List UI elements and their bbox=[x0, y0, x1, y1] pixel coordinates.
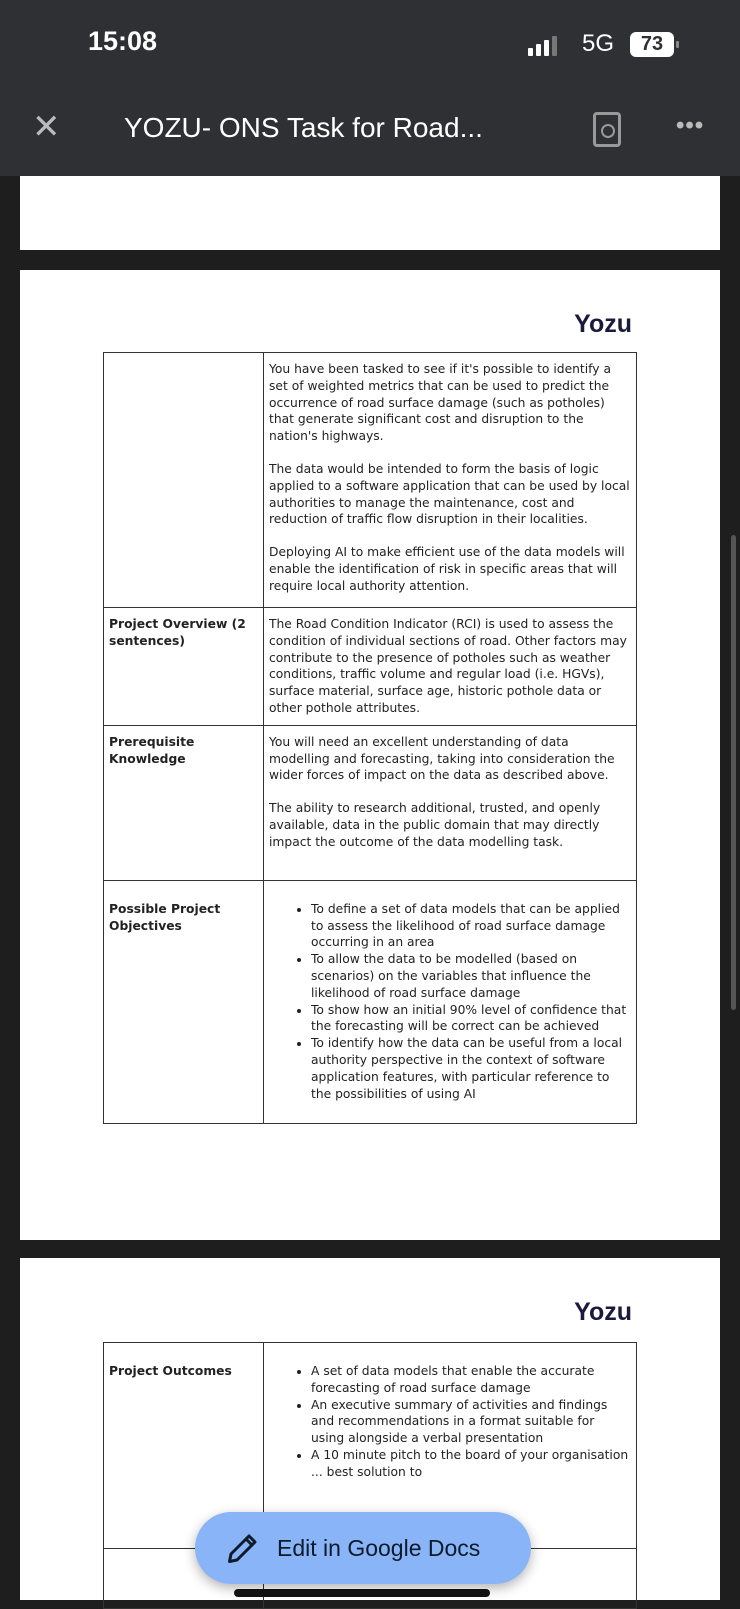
table-row bbox=[104, 353, 637, 608]
row-label: Prerequisite Knowledge bbox=[104, 725, 264, 880]
list-item: • A set of data models that enable the accurate forecasting of road surface damage bbox=[311, 1363, 631, 1397]
row-text: The ability to research additional, trusted, and openly available, data in the public domain that may directly impact the outcome of the data modelling task. bbox=[269, 801, 601, 849]
document-title: YOZU- ONS Task for Road... bbox=[124, 112, 483, 143]
document-search-icon[interactable] bbox=[593, 112, 621, 147]
row-text: You will need an excellent understanding of data modelling and forecasting, taking into consideration the wider forces of impact on the data as described above. bbox=[269, 734, 615, 783]
close-icon[interactable]: ✕ bbox=[32, 108, 61, 146]
list-item: • To allow the data to be modelled (based on scenarios) on the variables that influence the likelihood of road surface damage bbox=[311, 951, 631, 1001]
battery-icon: 73 bbox=[630, 32, 674, 57]
row-text: The data would be intended to form the basis of logic applied to a software application that can be used by local authorities to manage the maintenance, cost and reduction of traffic flow disruption in their localities. bbox=[269, 461, 630, 527]
pencil-icon bbox=[225, 1530, 261, 1566]
document-page bbox=[20, 176, 720, 250]
yozu-logo: Yozu bbox=[574, 1298, 632, 1326]
list-item: • To define a set of data models that can be applied to assess the likelihood of road surface damage occurring in an area bbox=[311, 901, 631, 951]
list-item: • A 10 minute pitch to the board of your organisation ... best solution to bbox=[311, 1447, 631, 1481]
scrollbar[interactable] bbox=[731, 535, 736, 1010]
home-indicator[interactable] bbox=[234, 1589, 490, 1597]
yozu-logo: Yozu bbox=[574, 310, 632, 338]
row-text: The Road Condition Indicator (RCI) is used to assess the condition of individual sections of road. Other factors may contribute to the presence of potholes such as weather conditions, traffic volume and regular load (i.e. HGVs), surface material, surface age, historic pothole data or other pothole attributes. bbox=[269, 617, 627, 715]
row-label: Possible Project Objectives bbox=[104, 880, 264, 1123]
row-text: Deploying AI to make efficient use of the data models will enable the identification of risk in specific areas that will require local authority attention. bbox=[269, 545, 625, 593]
more-icon[interactable]: ••• bbox=[676, 112, 705, 139]
list-item: • To identify how the data can be useful from a local authority perspective in the context of software application features, with particular reference to the possibilities of using AI bbox=[311, 1035, 631, 1102]
row-label: Project Overview (2 sentences) bbox=[104, 608, 264, 726]
table-row bbox=[104, 608, 637, 726]
list-item: • An executive summary of activities and findings and recommendations in a format suitable for using alongside a verbal presentation bbox=[311, 1397, 631, 1447]
project-table bbox=[103, 352, 637, 1124]
table-row bbox=[104, 725, 637, 880]
signal-icon bbox=[528, 36, 557, 56]
row-label bbox=[104, 353, 264, 608]
status-time: 15:08 bbox=[88, 26, 158, 56]
top-bar bbox=[0, 0, 740, 176]
network-label: 5G bbox=[582, 30, 615, 57]
table-row bbox=[104, 880, 637, 1123]
document-page bbox=[20, 270, 720, 1240]
row-text: You have been tasked to see if it's possible to identify a set of weighted metrics that can be used to predict the occurrence of road surface damage (such as potholes) that generate significant cost and disruption to the nation's highways. bbox=[269, 362, 612, 444]
edit-in-google-docs-button[interactable] bbox=[195, 1512, 531, 1584]
row-label: Project Outcomes bbox=[104, 1343, 264, 1549]
fab-label: Edit in Google Docs bbox=[277, 1534, 481, 1561]
list-item: • To show how an initial 90% level of confidence that the forecasting will be correct can be achieved bbox=[311, 1002, 631, 1036]
